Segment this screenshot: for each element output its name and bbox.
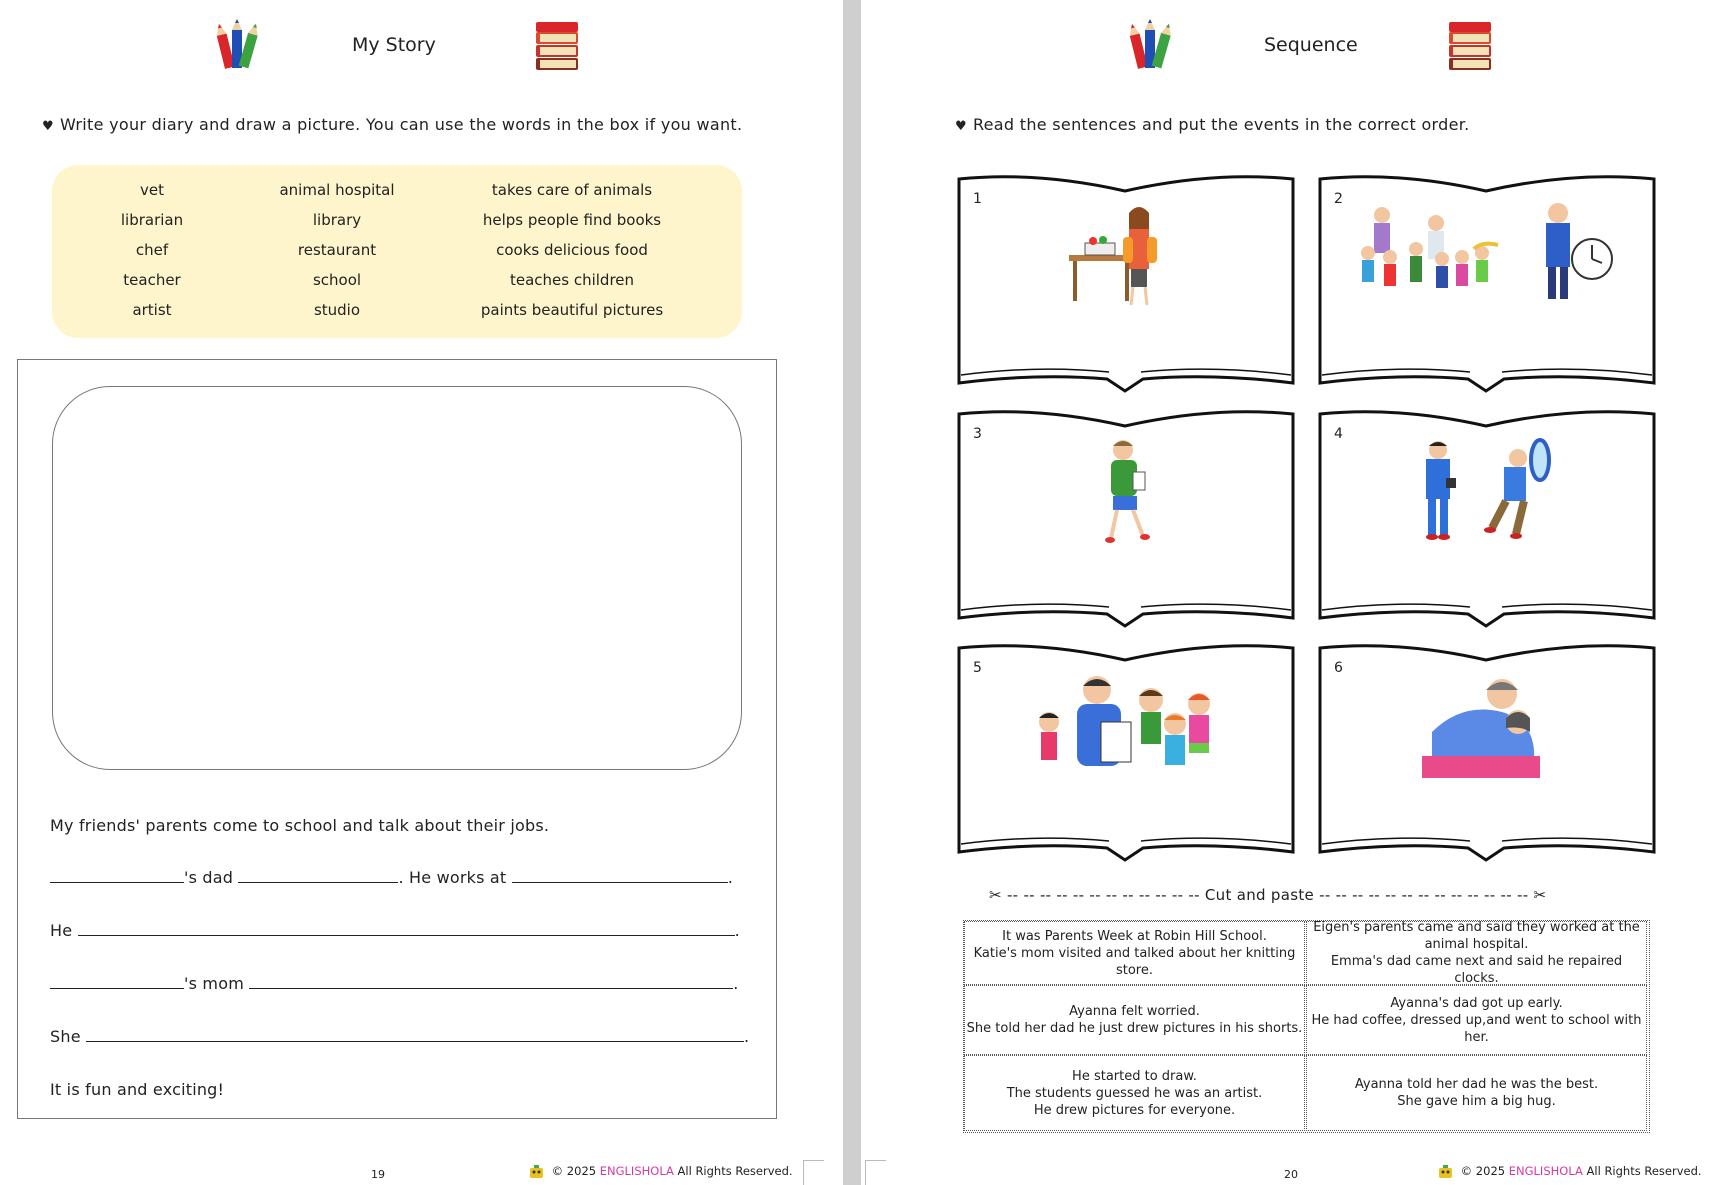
scissors-icon: ✂ [1533,886,1547,904]
page-header [0,18,843,74]
she-line [50,1027,749,1046]
works-at-label: . He works at [398,868,507,887]
card-number: 2 [1334,191,1343,207]
period: . [727,868,733,887]
page-gutter [843,0,861,1185]
instruction-text: Read the sentences and put the events in the correct order. [972,115,1470,134]
heart-icon: ♥ [955,119,967,134]
word-job: artist [132,301,172,319]
word-place: animal hospital [279,181,395,199]
word-description: cooks delicious food [496,241,648,259]
he-label: He [50,921,73,940]
dad-label: 's dad [184,868,234,887]
word-place: studio [313,301,361,319]
sentence-strip[interactable]: Ayanna felt worried. She told her dad he just drew pictures in his shorts. [964,985,1305,1055]
friend-name-blank[interactable] [50,868,184,883]
card-number: 4 [1334,426,1343,442]
class-and-clock-dad-illustration [1358,201,1618,311]
mom-job-blank[interactable] [249,974,733,989]
friend-name-blank[interactable] [50,974,184,989]
page-title: Sequence [1264,34,1358,56]
word-job: chef [135,241,169,259]
brand-name: ENGLISHOLA [599,1164,674,1178]
sentence-strip[interactable]: Ayanna told her dad he was the best. She gave him a big hug. [1306,1055,1647,1131]
word-job: teacher [123,271,181,289]
card-number: 5 [973,660,982,676]
closing-line: It is fun and exciting! [50,1080,225,1099]
word-description: paints beautiful pictures [480,301,664,319]
page-number: 19 [371,1168,385,1181]
right-page [861,0,1713,1185]
period: . [734,921,740,940]
story-card [1318,410,1656,628]
story-card [957,410,1295,628]
story-card [957,644,1295,862]
word-box [52,165,742,338]
word-row [52,271,742,301]
dashes: -- -- -- -- -- -- -- -- -- -- -- -- -- [1319,886,1534,904]
dad-job-blank[interactable] [238,868,398,883]
books-stack-icon [1445,18,1497,74]
period: . [744,1027,750,1046]
intro-line: My friends' parents come to school and talk about their jobs. [50,816,550,835]
copyright: © 2025 ENGLISHOLA All Rights Reserved. [1438,1164,1702,1179]
englishola-logo-icon [529,1165,544,1179]
mom-line [50,974,739,993]
card-number: 6 [1334,660,1343,676]
card-number: 1 [973,191,982,207]
scissors-icon: ✂ [989,886,1002,904]
sentence-strip[interactable]: Ayanna's dad got up early. He had coffee, dressed up,and went to school with her. [1306,985,1647,1055]
word-description: takes care of animals [491,181,653,199]
instruction [955,115,1470,134]
he-blank[interactable] [78,921,735,936]
sentence-strip[interactable]: He started to draw. The students guessed he was an artist. He drew pictures for everyone. [964,1055,1305,1131]
copyright: © 2025 ENGLISHOLA All Rights Reserved. [529,1164,793,1179]
page-header [861,18,1713,74]
page-number: 20 [1284,1168,1298,1181]
colored-pencils-icon [1125,18,1177,74]
mom-label: 's mom [184,974,244,993]
hug-illustration [1422,672,1552,780]
word-place: library [312,211,362,229]
knitting-mom-illustration [1067,203,1177,311]
word-job: vet [140,181,164,199]
englishola-logo-icon [1438,1165,1453,1179]
word-job: librarian [120,211,184,229]
dad-morning-illustration [1408,438,1558,544]
brand-name: ENGLISHOLA [1508,1164,1583,1178]
cut-label: Cut and paste [1204,886,1315,904]
colored-pencils-icon [212,18,264,74]
books-stack-icon [532,18,584,74]
story-card [1318,644,1656,862]
card-number: 3 [973,426,982,442]
dad-drawing-for-kids-illustration [1029,670,1219,780]
left-page [0,0,843,1185]
page-title: My Story [352,34,436,56]
sentence-strip[interactable]: Eigen's parents came and said they worked at the animal hospital. Emma's dad came next and said he repaired clocks. [1306,921,1647,985]
worried-girl-illustration [1089,436,1159,548]
period: . [733,974,739,993]
word-row [52,181,742,211]
instruction [42,115,742,134]
instruction-text: Write your diary and draw a picture. You can use the words in the box if you want. [59,115,743,134]
drawing-area[interactable] [52,386,742,770]
story-card [957,175,1295,393]
crop-mark [865,1160,886,1185]
story-card [1318,175,1656,393]
she-label: She [50,1027,81,1046]
word-row [52,241,742,271]
sentence-strip[interactable]: It was Parents Week at Robin Hill School. Katie's mom visited and talked about her knitting store. [964,921,1305,985]
word-place: school [312,271,362,289]
word-place: restaurant [297,241,377,259]
word-row [52,211,742,241]
word-description: teaches children [509,271,635,289]
cut-and-paste-line [989,886,1629,904]
word-description: helps people find books [482,211,662,229]
crop-mark [803,1160,824,1185]
word-row [52,301,742,331]
dashes: -- -- -- -- -- -- -- -- -- -- -- -- [1006,886,1205,904]
workplace-blank[interactable] [512,868,728,883]
sentence-strips [963,920,1650,1133]
he-line [50,921,740,940]
dad-line [50,868,733,887]
heart-icon: ♥ [42,119,54,134]
she-blank[interactable] [86,1027,744,1042]
